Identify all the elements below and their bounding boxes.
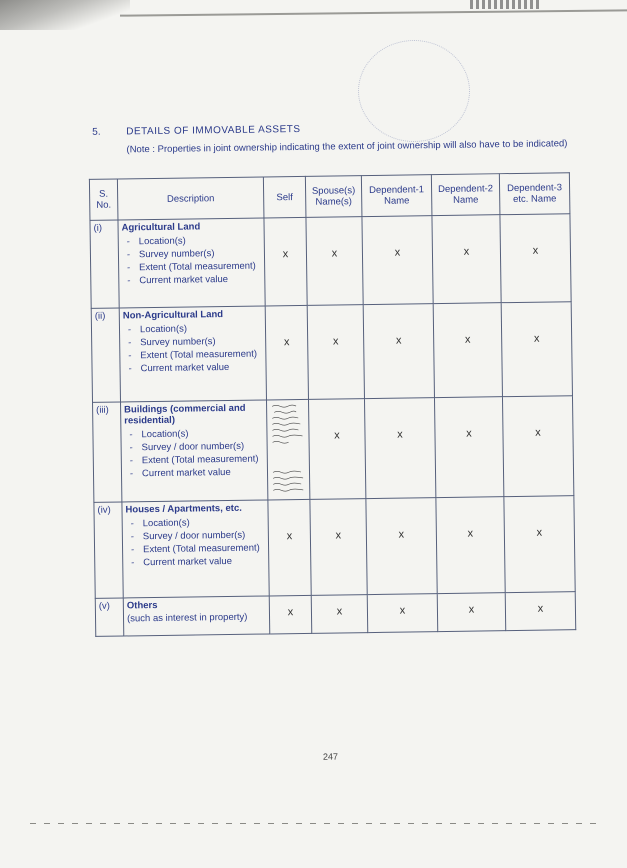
cell-dependent-2 [434,397,503,498]
cross-mark: x [397,428,403,441]
row-title: Others [126,600,158,612]
row-subitem: - Survey number(s) [122,247,261,262]
row-subitem: - Location(s) [126,516,265,531]
row-subitem: - Location(s) [123,322,262,337]
row-description [122,500,269,598]
row-title: Houses / Apartments, etc. [125,502,242,516]
cell-spouse [307,305,364,400]
cell-dependent-1 [364,398,435,499]
cross-mark: x [336,605,343,618]
row-title: Buildings (commercial and residential) [124,402,246,427]
table-row [95,592,575,637]
cell-self [265,305,308,400]
cell-self-handwritten [266,399,309,500]
cross-mark: x [287,606,294,619]
row-subitem: - Extent (Total measurement) [125,453,264,468]
cell-dependent-3 [505,592,576,631]
cell-self [264,217,307,306]
row-subitem: - Survey / door number(s) [125,440,264,455]
cell-self [269,595,312,634]
cross-mark: x [532,244,539,257]
table-header-row [89,173,570,221]
cross-mark: x [466,427,472,440]
header-dependent-1: Dependent-1 Name [361,175,432,217]
cell-dependent-1 [366,498,437,595]
row-description [121,400,268,502]
cell-dependent-1 [367,594,438,633]
row-subitem: - Current market value [122,273,261,288]
page-number: 247 [322,751,339,762]
header-self: Self [263,176,306,218]
cell-dependent-3 [502,396,573,497]
cross-mark: x [283,336,290,349]
cross-mark: x [399,604,406,617]
header-description: Description [117,177,264,220]
cell-spouse [311,595,368,634]
cross-mark: x [533,332,540,345]
row-subitem: - Current market value [126,555,265,570]
row-description [118,218,265,308]
cell-dependent-1 [363,304,434,399]
cross-mark: x [468,603,475,616]
immovable-assets-table [89,172,576,637]
cross-mark: x [286,530,293,543]
cell-dependent-2 [437,593,506,632]
section-note: (Note : Properties in joint ownership indicating the extent of joint ownership will also have to be indicated) [126,138,568,156]
row-subitem: - Survey / door number(s) [126,529,265,544]
row-sno: (v) [95,598,124,636]
cell-dependent-2 [436,497,505,594]
row-subitem: - Location(s) [122,234,261,249]
cell-self [268,499,311,596]
cross-mark: x [467,527,474,540]
cross-mark: x [332,335,339,348]
cell-dependent-2 [433,303,502,398]
cell-dependent-1 [362,216,433,305]
cross-mark: x [535,426,541,439]
row-sno: (ii) [91,308,120,402]
row-subitem: - Current market value [123,361,262,376]
cross-mark: x [394,246,401,259]
cross-mark: x [395,334,402,347]
table-row [91,302,572,403]
cross-mark: x [537,602,544,615]
cross-mark: x [464,333,471,346]
header-spouse: Spouse(s) Name(s) [305,176,362,218]
cross-mark: x [463,245,470,258]
cell-dependent-3 [500,214,571,303]
row-subtitle: (such as interest in property) [126,611,248,625]
row-subitem: - Survey number(s) [123,335,262,350]
row-sno: (i) [90,220,119,308]
row-subitem: - Extent (Total measurement) [126,542,265,557]
header-sno: S. No. [89,179,118,220]
row-description [119,306,266,402]
row-subitem: - Extent (Total measurement) [122,260,261,275]
cross-mark: x [331,247,338,260]
row-description [123,596,270,636]
table-row [90,214,571,309]
cell-spouse [306,217,363,306]
header-dependent-2: Dependent-2 Name [431,174,500,216]
handwritten-scribble [270,402,309,495]
cell-dependent-2 [432,215,501,304]
cell-spouse [310,499,367,596]
cross-mark: x [335,529,342,542]
cross-mark: x [536,526,543,539]
row-title: Non-Agricultural Land [122,309,224,322]
header-dependent-3: Dependent-3 etc. Name [499,173,570,215]
row-sno: (iii) [93,402,122,502]
row-sno: (iv) [94,502,123,598]
section-number: 5. [92,126,101,138]
row-title: Agricultural Land [121,221,201,234]
table-row [93,396,574,503]
cross-mark: x [282,248,289,261]
cell-dependent-3 [501,302,572,397]
section-title: DETAILS OF IMMOVABLE ASSETS [126,123,301,138]
cell-dependent-3 [504,496,575,593]
scan-bottom-line [30,823,600,824]
table-row [94,496,575,599]
cross-mark: x [398,528,405,541]
row-subitem: - Extent (Total measurement) [123,348,262,363]
row-subitem: - Location(s) [124,427,263,442]
cell-spouse [308,399,365,500]
cross-mark: x [334,429,340,442]
row-subitem: - Current market value [125,466,264,481]
